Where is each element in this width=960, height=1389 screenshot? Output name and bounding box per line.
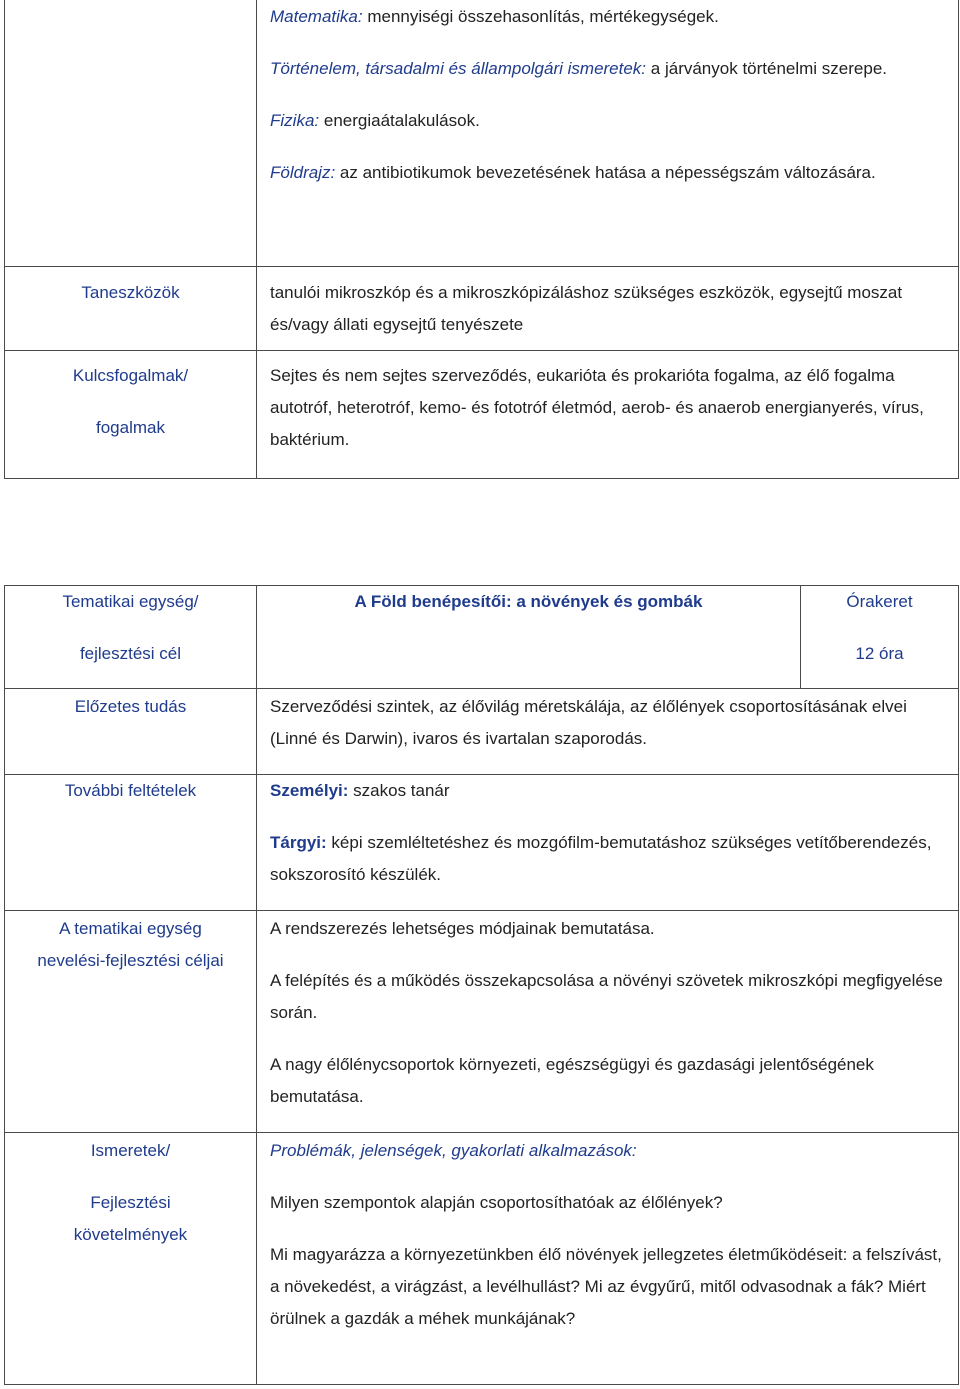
cross-curricular-item — [270, 105, 950, 137]
thematic-unit-table — [4, 585, 959, 1385]
subject-label: Földrajz: — [270, 163, 336, 182]
requirements-text-cell — [257, 1133, 959, 1385]
unit-label: fejlesztési cél — [79, 644, 182, 663]
prior-knowledge-row — [5, 689, 959, 775]
subject-label: Fizika: — [270, 111, 320, 130]
goals-label — [11, 913, 250, 977]
goals-text-cell — [257, 911, 959, 1133]
tools-text-cell — [257, 266, 959, 350]
hours-value: 12 óra — [855, 644, 904, 663]
tools-label-cell — [5, 266, 257, 350]
tools-row — [5, 266, 959, 350]
subject-text: a járványok történelmi szerepe. — [650, 59, 888, 78]
unit-header-row — [5, 586, 959, 689]
goals-row — [5, 911, 959, 1133]
prior-knowledge-text-cell — [257, 689, 959, 775]
condition-text: képi szemléltetéshez és mozgófilm-bemutatáshoz szükséges vetítőberendezés, sokszorosító készülék. — [270, 833, 932, 884]
hours-cell — [801, 586, 959, 689]
prior-knowledge-label-cell — [5, 689, 257, 775]
requirement-item: Mi magyarázza a környezetünkben élő növények jellegzetes életműködéseit: a felszívást, a növekedést, a virágzást, a levélhullást? Mi az évgyűrű, mitől odvasodnak a fák? Miért örülnek a gazdák a méhek munkájának? — [270, 1245, 942, 1328]
goal-item: A rendszerezés lehetséges módjainak bemutatása. — [270, 919, 655, 938]
requirements-label-line: Fejlesztési — [90, 1193, 171, 1212]
cross-curricular-cell — [257, 0, 959, 266]
requirements-label: Ismeretek/ — [90, 1141, 171, 1160]
goal-item: A felépítés és a működés összekapcsolása a növényi szövetek mikroszkópi megfigyelése során. — [270, 971, 943, 1022]
empty-label-cell — [5, 0, 257, 266]
requirements-heading: Problémák, jelenségek, gyakorlati alkalmazások: — [270, 1141, 637, 1160]
condition-item — [270, 827, 950, 891]
conditions-label-cell — [5, 775, 257, 911]
condition-label: Tárgyi: — [270, 833, 327, 852]
goal-item: A nagy élőlénycsoportok környezeti, egészségügyi és gazdasági jelentőségének bemutatása. — [270, 1055, 874, 1106]
condition-item — [270, 775, 950, 807]
conditions-text-cell — [257, 775, 959, 911]
cross-curricular-row — [5, 0, 959, 266]
conditions-row — [5, 775, 959, 911]
goals-label-line: A tematikai egység — [59, 919, 202, 938]
prior-knowledge-text: Szerveződési szintek, az élővilág méretskálája, az élőlények csoportosításának elvei (Linné és Darwin), ivaros és ivartalan szaporodás. — [270, 697, 907, 748]
subject-label: Matematika: — [270, 7, 363, 26]
key-concepts-text: Sejtes és nem sejtes szerveződés, eukarióta és prokarióta fogalma, az élő fogalma autotróf, heterotróf, kemo- és fototróf életmód, aerob- és anaerob energianyerés, vírus, baktérium. — [270, 365, 924, 449]
key-concepts-label: Kulcsfogalmak/ — [72, 365, 189, 385]
key-concepts-text-cell — [257, 350, 959, 478]
condition-label: Személyi: — [270, 781, 349, 800]
hours-label: Órakeret — [846, 592, 913, 611]
cross-curricular-item — [270, 53, 950, 85]
subject-text: mennyiségi összehasonlítás, mértékegységek. — [367, 7, 719, 26]
cross-curricular-table — [4, 0, 959, 479]
tools-label: Taneszközök — [81, 282, 180, 302]
cross-curricular-item — [270, 157, 950, 189]
prior-knowledge-label: Előzetes tudás — [74, 697, 187, 716]
unit-title: A Föld benépesítői: a növények és gombák — [354, 592, 703, 611]
cross-curricular-item — [270, 1, 950, 33]
condition-text: szakos tanár — [353, 781, 450, 800]
requirements-label-line: követelmények — [73, 1225, 188, 1244]
unit-title-cell — [257, 586, 801, 689]
requirements-label — [11, 1187, 250, 1251]
conditions-label: További feltételek — [64, 781, 197, 800]
key-concepts-label: fogalmak — [96, 417, 165, 437]
subject-text: energiaátalakulások. — [323, 111, 480, 130]
requirements-row — [5, 1133, 959, 1385]
key-concepts-row — [5, 350, 959, 478]
requirements-label-cell — [5, 1133, 257, 1385]
unit-label-cell — [5, 586, 257, 689]
goals-label-line: nevelési-fejlesztési céljai — [37, 951, 224, 970]
goals-label-cell — [5, 911, 257, 1133]
subject-label: Történelem, társadalmi és állampolgári ismeretek: — [270, 59, 647, 78]
tools-text: tanulói mikroszkóp és a mikroszkópizáláshoz szükséges eszközök, egysejtű moszat és/vagy állati egysejtű tenyészete — [270, 282, 903, 334]
key-concepts-label-cell — [5, 350, 257, 478]
unit-label: Tematikai egység/ — [62, 592, 199, 611]
requirement-item: Milyen szempontok alapján csoportosíthatóak az élőlények? — [270, 1193, 723, 1212]
subject-text: az antibiotikumok bevezetésének hatása a népességszám változására. — [339, 163, 876, 182]
